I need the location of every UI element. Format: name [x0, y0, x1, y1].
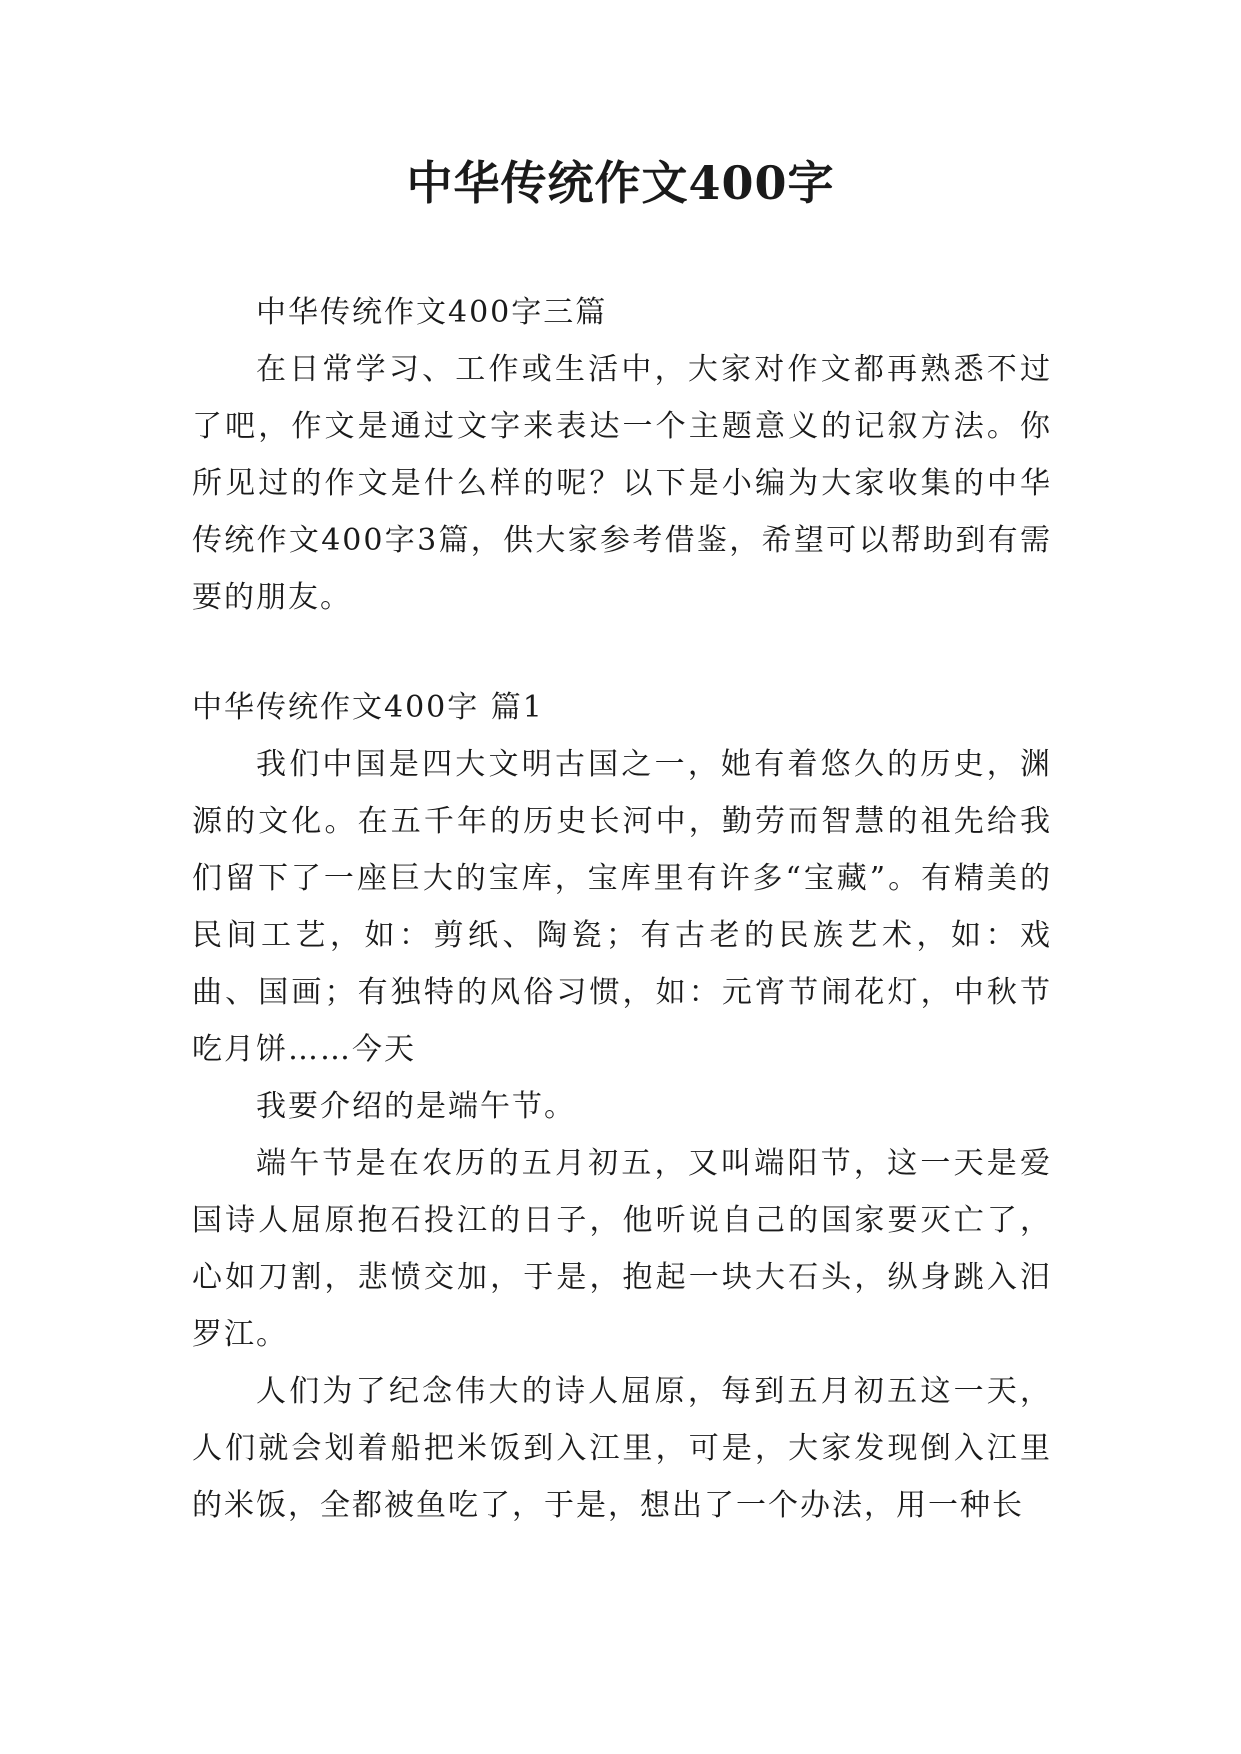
body-paragraph: 端午节是在农历的五月初五，又叫端阳节，这一天是爱国诗人屈原抱石投江的日子，他听说自己的国家要灭亡了，心如刀割，悲愤交加，于是，抱起一块大石头，纵身跳入汨罗江。 — [192, 1146, 1052, 1352]
document-subtitle: 中华传统作文400字三篇 — [256, 295, 608, 330]
document-body — [192, 284, 1052, 1534]
section-heading: 中华传统作文400字 篇1 — [192, 690, 544, 725]
body-paragraph: 我们中国是四大文明古国之一，她有着悠久的历史，渊源的文化。在五千年的历史长河中，勤劳而智慧的祖先给我们留下了一座巨大的宝库，宝库里有许多“宝藏”。有精美的民间工艺，如：剪纸、陶瓷；有古老的民族艺术，如：戏曲、国画；有独特的风俗习惯，如：元宵节闹花灯，中秋节吃月饼……今天 — [192, 747, 1052, 1067]
intro-paragraph: 在日常学习、工作或生活中，大家对作文都再熟悉不过了吧，作文是通过文字来表达一个主题意义的记叙方法。你所见过的作文是什么样的呢？以下是小编为大家收集的中华传统作文400字3篇，供大家参考借鉴，希望可以帮助到有需要的朋友。 — [192, 352, 1052, 615]
document-title: 中华传统作文400字 — [406, 156, 835, 210]
body-paragraph: 我要介绍的是端午节。 — [256, 1089, 576, 1124]
body-paragraph: 人们为了纪念伟大的诗人屈原，每到五月初五这一天，人们就会划着船把米饭到入江里，可是，大家发现倒入江里的米饭，全都被鱼吃了，于是，想出了一个办法，用一种长 — [192, 1374, 1052, 1523]
section-spacer — [192, 626, 1052, 679]
